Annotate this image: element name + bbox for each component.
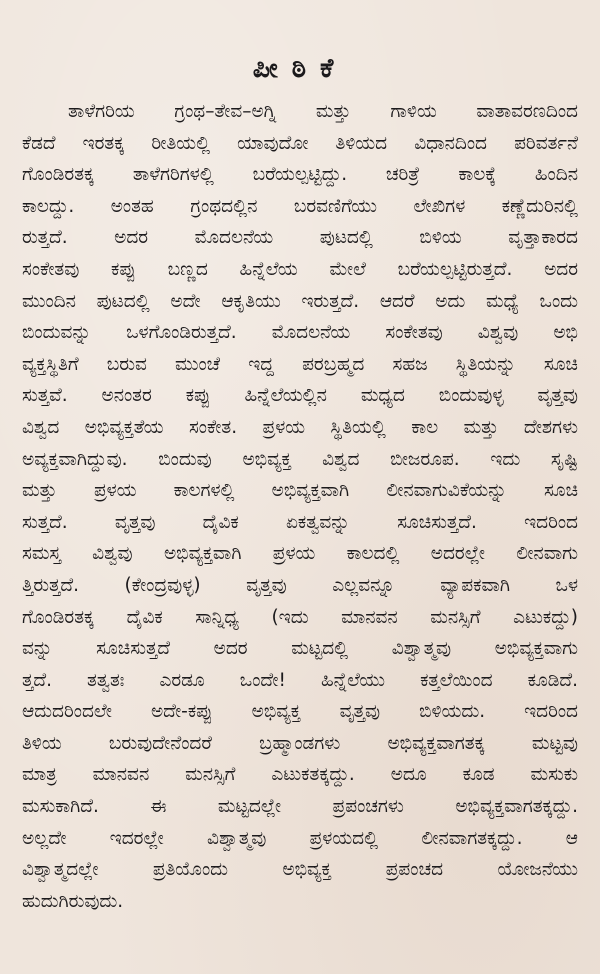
text-line: ಕಾಲದ್ದು. ಅಂತಹ ಗ್ರಂಥದಲ್ಲಿನ ಬರವಣಿಗೆಯು ಲೇಖಿಗಳ ಕಣ್ಣೆದುರಿನಲ್ಲಿ bbox=[22, 195, 578, 217]
text-line: ವಿಶ್ವಾತ್ಮದಲ್ಲೇ ಪ್ರತಿಯೊಂದು ಅಭಿವ್ಯಕ್ತ ಪ್ರಪಂಚದ ಯೋಜನೆಯು bbox=[22, 859, 578, 881]
text-line: ಗೊಂಡಿರತಕ್ಕ ತಾಳೆಗರಿಗಳಲ್ಲಿ ಬರೆಯಲ್ಪಟ್ಟಿದ್ದು. ಚರಿತ್ರೆ ಕಾಲಕ್ಕೆ ಹಿಂದಿನ bbox=[22, 164, 578, 186]
text-line: ವಿಶ್ವದ ಅಭಿವ್ಯಕ್ತತೆಯ ಸಂಕೇತ. ಪ್ರಳಯ ಸ್ಥಿತಿಯಲ್ಲಿ ಕಾಲ ಮತ್ತು ದೇಶಗಳು bbox=[22, 416, 578, 438]
text-line: ಅವ್ಯಕ್ತವಾಗಿದ್ದುವು. ಬಿಂದುವು ಅಭಿವ್ಯಕ್ತ ವಿಶ್ವದ ಬೀಜರೂಪ. ಇದು ಸೃಷ್ಟಿ bbox=[22, 448, 578, 470]
text-line: ವನ್ನು ಸೂಚಿಸುತ್ತದೆ ಅದರ ಮಟ್ಟದಲ್ಲಿ ವಿಶ್ವಾತ್ಮವು ಅಭಿವ್ಯಕ್ತವಾಗು bbox=[22, 638, 578, 660]
text-line: ಮುಂದಿನ ಪುಟದಲ್ಲಿ ಅದೇ ಆಕೃತಿಯು ಇರುತ್ತದೆ. ಆದರೆ ಅದು ಮಧ್ಯೆ ಒಂದು bbox=[22, 290, 578, 312]
page-title: ಪೀಠಿಕೆ bbox=[252, 53, 348, 84]
body-paragraph bbox=[22, 96, 578, 917]
text-line: ತಿಳಿಯ ಬರುವುದೇನೆಂದರೆ ಬ್ರಹ್ಮಾಂಡಗಳು ಅಭಿವ್ಯಕ್ತವಾಗತಕ್ಕ ಮಟ್ಟವು bbox=[22, 732, 578, 754]
text-line: ಅಲ್ಲದೇ ಇದರಲ್ಲೇ ವಿಶ್ವಾತ್ಮವು ಪ್ರಳಯದಲ್ಲಿ ಲೀನವಾಗತಕ್ಕದ್ದು. ಆ bbox=[22, 827, 578, 849]
text-line: ಗೊಂಡಿರತಕ್ಕ ದೈವಿಕ ಸಾನ್ನಿಧ್ಯ (ಇದು ಮಾನವನ ಮನಸ್ಸಿಗೆ ಎಟುಕದ್ದು) bbox=[22, 606, 578, 628]
text-line: ವ್ಯಕ್ತಸ್ಥಿತಿಗೆ ಬರುವ ಮುಂಚೆ ಇದ್ದ ಪರಬ್ರಹ್ಮದ ಸಹಜ ಸ್ಥಿತಿಯನ್ನು ಸೂಚಿ bbox=[22, 353, 578, 375]
text-line: ತ್ತದೆ. ತತ್ವತಃ ಎರಡೂ ಒಂದೇ! ಹಿನ್ನೆಲೆಯು ಕತ್ತಲೆಯಿಂದ ಕೂಡಿದೆ. bbox=[22, 669, 578, 691]
text-line: ಸುತ್ತವೆ. ಅನಂತರ ಕಪ್ಪು ಹಿನ್ನೆಲೆಯಲ್ಲಿನ ಮಧ್ಯದ ಬಿಂದುವುಳ್ಳ ವೃತ್ತವು bbox=[22, 385, 578, 407]
text-line: ಆದುದರಿಂದಲೇ ಅದೇ-ಕಪ್ಪು ಅಭಿವ್ಯಕ್ತ ವೃತ್ತವು ಬಿಳಿಯದು. ಇದರಿಂದ bbox=[22, 701, 578, 723]
text-line: ತ್ತಿರುತ್ತದೆ. (ಕೇಂದ್ರವುಳ್ಳ) ವೃತ್ತವು ಎಲ್ಲವನ್ನೂ ವ್ಯಾಪಕವಾಗಿ ಒಳ bbox=[22, 574, 578, 596]
text-line: ಮತ್ತು ಪ್ರಳಯ ಕಾಲಗಳಲ್ಲಿ ಅಭಿವ್ಯಕ್ತವಾಗಿ ಲೀನವಾಗುವಿಕೆಯನ್ನು ಸೂಚಿ bbox=[22, 480, 578, 502]
text-line: ಸಮಸ್ತ ವಿಶ್ವವು ಅಭಿವ್ಯಕ್ತವಾಗಿ ಪ್ರಳಯ ಕಾಲದಲ್ಲಿ ಅದರಲ್ಲೇ ಲೀನವಾಗು bbox=[22, 543, 578, 565]
text-line: ಮಸುಕಾಗಿದೆ. ಈ ಮಟ್ಟದಲ್ಲೇ ಪ್ರಪಂಚಗಳು ಅಭಿವ್ಯಕ್ತವಾಗತಕ್ಕದ್ದು. bbox=[22, 796, 578, 818]
text-line: ಸುತ್ತದೆ. ವೃತ್ತವು ದೈವಿಕ ಏಕತ್ವವನ್ನು ಸೂಚಿಸುತ್ತದೆ. ಇದರಿಂದ bbox=[22, 511, 578, 533]
text-line: ಮಾತ್ರ ಮಾನವನ ಮನಸ್ಸಿಗೆ ಎಟುಕತಕ್ಕದ್ದು. ಅದೂ ಕೂಡ ಮಸುಕು bbox=[22, 764, 578, 786]
text-line: ರುತ್ತದೆ. ಅದರ ಮೊದಲನೆಯ ಪುಟದಲ್ಲಿ ಬಿಳಿಯ ವೃತ್ತಾಕಾರದ bbox=[22, 227, 578, 249]
text-line: ಕೆಡದೆ ಇರತಕ್ಕ ರೀತಿಯಲ್ಲಿ ಯಾವುದೋ ತಿಳಿಯದ ವಿಧಾನದಿಂದ ಪರಿವರ್ತನೆ bbox=[22, 132, 578, 154]
text-line: ಬಿಂದುವನ್ನು ಒಳಗೊಂಡಿರುತ್ತದೆ. ಮೊದಲನೆಯ ಸಂಕೇತವು ವಿಶ್ವವು ಅಭಿ bbox=[22, 322, 578, 344]
text-line: ತಾಳೆಗರಿಯ ಗ್ರಂಥ–ತೇವ–ಅಗ್ನಿ ಮತ್ತು ಗಾಳಿಯ ವಾತಾವರಣದಿಂದ bbox=[68, 101, 578, 122]
text-line: ಸಂಕೇತವು ಕಪ್ಪು ಬಣ್ಣದ ಹಿನ್ನೆಲೆಯ ಮೇಲೆ ಬರೆಯಲ್ಪಟ್ಟಿರುತ್ತದೆ. ಅದರ bbox=[22, 258, 578, 280]
text-line: ಹುದುಗಿರುವುದು. bbox=[22, 890, 124, 912]
